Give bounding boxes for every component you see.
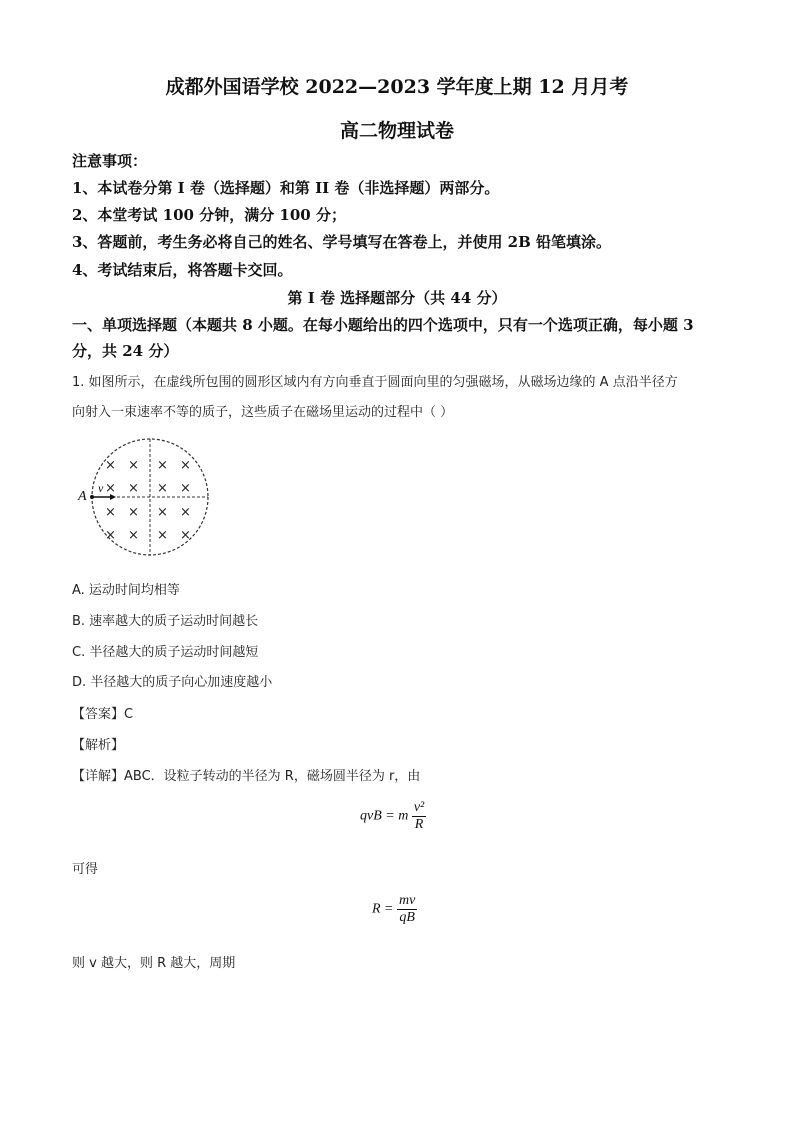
svg-text:×: × [180, 505, 191, 520]
notice-item-1: 1、本试卷分第 I 卷（选择题）和第 II 卷（非选择题）两部分。 [72, 179, 500, 197]
question-1-stem-line1: 1. 如图所示，在虚线所包围的圆形区域内有方向垂直于圆面向里的匀强磁场，从磁场边缘的 A 点沿半径方 [72, 375, 678, 390]
notice-item-3: 3、答题前，考生务必将自己的姓名、学号填写在答卷上，并使用 2B 铅笔填涂。 [72, 233, 612, 251]
svg-text:×: × [128, 481, 139, 496]
equation-1 [360, 800, 426, 833]
svg-text:×: × [157, 528, 168, 543]
field-cross-symbols [105, 458, 191, 543]
option-b: B. 速率越大的质子运动时间越长 [72, 614, 259, 629]
option-d: D. 半径越大的质子向心加速度越小 [72, 675, 273, 690]
notice-item-4: 4、考试结束后，将答题卡交回。 [72, 261, 293, 279]
svg-text:×: × [157, 505, 168, 520]
svg-text:×: × [180, 481, 191, 496]
svg-text:×: × [157, 481, 168, 496]
answer-value: C [124, 707, 134, 722]
equation-2-numerator: mv [399, 893, 416, 908]
answer-line [72, 703, 133, 722]
svg-text:×: × [128, 505, 139, 520]
svg-text:×: × [128, 458, 139, 473]
analysis-label: 【解析】 [72, 738, 125, 753]
exam-title: 成都外国语学校 2022—2023 学年度上期 12 月月考 [165, 76, 629, 98]
svg-text:×: × [180, 458, 191, 473]
part-heading-line2: 分，共 24 分） [72, 342, 179, 360]
question-1-stem-line2: 向射入一束速率不等的质子，这些质子在磁场里运动的过程中（ ） [72, 405, 454, 420]
answer-label: 【答案】 [72, 707, 125, 722]
equation-1-left: qvB = m [360, 808, 409, 824]
notice-item-2: 2、本堂考试 100 分钟，满分 100 分； [72, 206, 346, 224]
equation-2-fraction [397, 893, 417, 926]
equation-2 [372, 893, 417, 926]
detail-line: 【详解】ABC．设粒子转动的半径为 R，磁场圆半径为 r，由 [72, 769, 421, 784]
velocity-label: v [98, 481, 104, 495]
detail-last-line: 则 v 越大，则 R 越大，周期 [72, 956, 236, 971]
equation-1-denominator: R [414, 817, 424, 832]
svg-text:×: × [157, 458, 168, 473]
equation-2-left: R = [372, 901, 394, 917]
svg-text:×: × [105, 481, 116, 496]
section-title: 第 I 卷 选择题部分（共 44 分） [287, 289, 507, 307]
equation-2-denominator: qB [399, 910, 415, 925]
part-heading-line1: 一、单项选择题（本题共 8 小题。在每小题给出的四个选项中，只有一个选项正确，每小题 3 [72, 316, 694, 334]
svg-text:×: × [180, 528, 191, 543]
equation-1-numerator: v² [413, 800, 425, 815]
svg-text:×: × [105, 528, 116, 543]
equation-1-fraction [412, 800, 426, 833]
exam-subtitle: 高二物理试卷 [339, 120, 454, 142]
notice-heading: 注意事项： [72, 152, 148, 170]
magnetic-field-figure [74, 436, 214, 562]
option-a: A. 运动时间均相等 [72, 583, 180, 598]
svg-text:×: × [128, 528, 139, 543]
detail-mid-text: 可得 [72, 862, 99, 877]
svg-text:×: × [105, 458, 116, 473]
point-a-label: A [78, 489, 87, 504]
svg-text:×: × [105, 505, 116, 520]
option-c: C. 半径越大的质子运动时间越短 [72, 645, 259, 660]
